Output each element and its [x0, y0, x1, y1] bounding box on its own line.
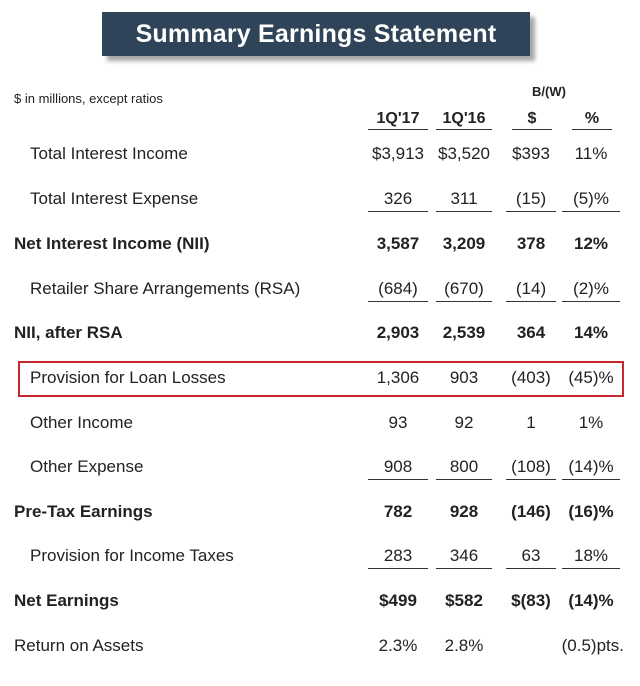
cell-1q16: (670): [436, 279, 492, 302]
table-row: [0, 185, 640, 215]
cell-1q16: $3,520: [438, 144, 490, 163]
cell-1q17: 93: [388, 413, 408, 432]
row-label: Other Expense: [30, 457, 144, 476]
cell-percent-variance: (5)%: [562, 189, 620, 212]
page-title: Summary Earnings Statement: [135, 19, 497, 48]
table-row: [0, 140, 640, 170]
cell-1q17: $499: [379, 591, 417, 610]
cell-1q16: 2.8%: [444, 636, 484, 655]
cell-percent-variance: 12%: [573, 234, 609, 253]
table-row: [0, 409, 640, 439]
cell-1q16: 311: [436, 189, 492, 212]
column-header-percent-variance: %: [572, 110, 612, 130]
cell-1q17: 2.3%: [378, 636, 418, 655]
row-label: NII, after RSA: [14, 323, 123, 342]
cell-1q17: 283: [368, 546, 428, 569]
column-header-1q17: 1Q'17: [368, 110, 428, 130]
column-header-dollar-variance: $: [512, 110, 552, 130]
row-label: Other Income: [30, 413, 133, 432]
row-label: Return on Assets: [14, 636, 144, 655]
cell-percent-variance: (2)%: [562, 279, 620, 302]
table-row: [0, 632, 640, 662]
row-label: Retailer Share Arrangements (RSA): [30, 279, 301, 298]
column-header-1q16: 1Q'16: [436, 110, 492, 130]
cell-dollar-variance: (14): [506, 279, 556, 302]
cell-1q16: 800: [436, 457, 492, 480]
cell-dollar-variance: $393: [512, 144, 550, 163]
cell-dollar-variance: (146): [511, 502, 551, 521]
cell-1q16: 2,539: [442, 323, 486, 342]
cell-dollar-variance: (108): [506, 457, 556, 480]
cell-dollar-variance: 63: [506, 546, 556, 569]
cell-percent-variance: 1%: [578, 413, 604, 432]
row-label: Total Interest Expense: [30, 189, 199, 208]
cell-percent-variance: 18%: [562, 546, 620, 569]
cell-1q17: (684): [368, 279, 428, 302]
table-row: [0, 230, 640, 260]
cell-1q16: 92: [454, 413, 474, 432]
cell-1q17: 326: [368, 189, 428, 212]
cell-percent-variance: 11%: [574, 144, 608, 163]
cell-1q17: 908: [368, 457, 428, 480]
cell-1q17: 1,306: [376, 368, 420, 387]
row-label: Provision for Income Taxes: [30, 546, 234, 565]
cell-1q16: 346: [436, 546, 492, 569]
table-row: [0, 542, 640, 572]
table-row: [0, 453, 640, 483]
cell-dollar-variance: (403): [511, 368, 551, 387]
cell-percent-variance: 14%: [573, 323, 609, 342]
table-row: [0, 498, 640, 528]
cell-1q16: 928: [449, 502, 479, 521]
table-row-highlighted: [0, 364, 640, 394]
cell-1q17: 3,587: [376, 234, 420, 253]
table-row: [0, 275, 640, 305]
cell-percent-variance: (14)%: [568, 591, 614, 610]
cell-percent-variance: (14)%: [562, 457, 620, 480]
cell-1q16: 903: [449, 368, 479, 387]
row-label: Provision for Loan Losses: [30, 368, 226, 387]
row-label: Pre-Tax Earnings: [14, 502, 153, 521]
cell-1q17: 782: [383, 502, 413, 521]
cell-dollar-variance: (15): [506, 189, 556, 212]
table-row: [0, 319, 640, 349]
variance-header: B/(W): [532, 84, 566, 99]
cell-dollar-variance: 1: [526, 413, 536, 432]
cell-percent-variance: (45)%: [568, 368, 614, 387]
cell-variance-pts: (0.5)pts.: [561, 636, 624, 655]
table-row: [0, 587, 640, 617]
row-label: Total Interest Income: [30, 144, 188, 163]
cell-percent-variance: (16)%: [568, 502, 614, 521]
cell-1q17: 2,903: [376, 323, 420, 342]
cell-dollar-variance: $(83): [511, 591, 551, 610]
cell-dollar-variance: 378: [516, 234, 546, 253]
cell-dollar-variance: 364: [516, 323, 546, 342]
row-label: Net Earnings: [14, 591, 119, 610]
cell-1q16: $582: [445, 591, 483, 610]
cell-1q16: 3,209: [442, 234, 486, 253]
row-label: Net Interest Income (NII): [14, 234, 210, 253]
cell-1q17: $3,913: [372, 144, 424, 163]
units-note: $ in millions, except ratios: [14, 91, 163, 106]
title-banner: [102, 12, 530, 56]
